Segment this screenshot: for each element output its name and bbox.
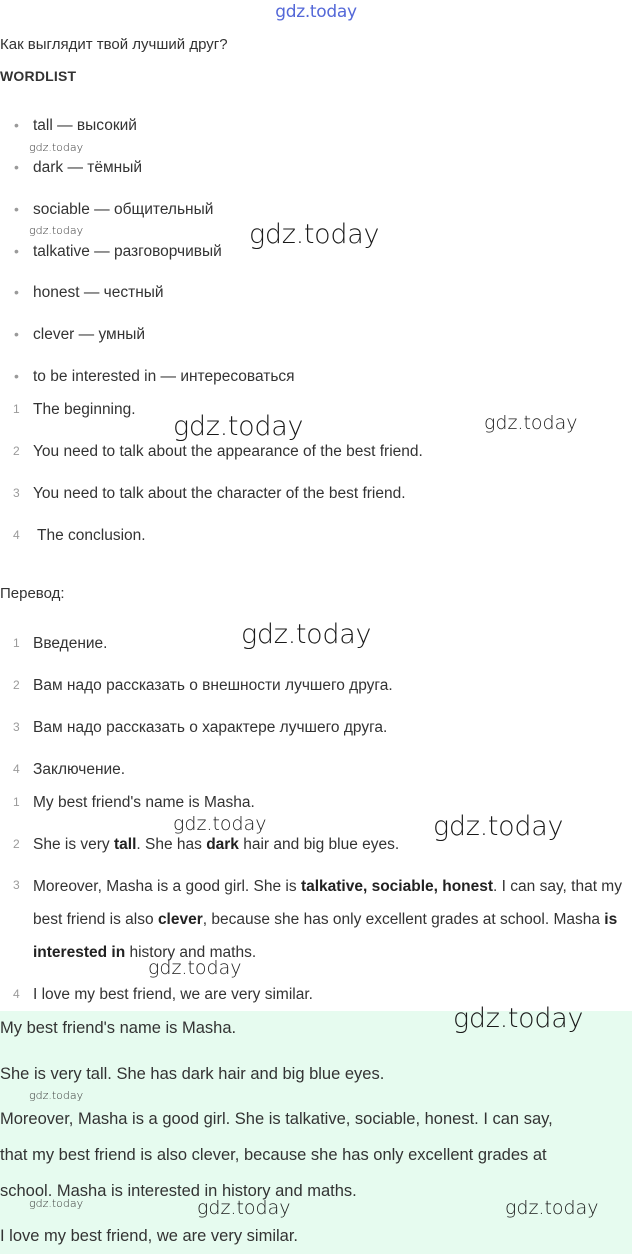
word-entry: dark — тёмный [33, 159, 142, 176]
item-number: 4 [13, 528, 20, 542]
bullet-icon: • [14, 159, 19, 175]
watermark: gdz.today [29, 1089, 84, 1102]
word-entry: to be interested in — интересоваться [33, 368, 295, 385]
watermark: gdz.today [197, 1197, 291, 1219]
translation-text: Заключение. [33, 761, 126, 778]
bullet-icon: • [14, 243, 19, 259]
answer-line: Moreover, Masha is a good girl. She is talkative, sociable, honest. I can say, [0, 1110, 553, 1128]
plan-text: The beginning. [33, 401, 136, 418]
site-logo[interactable]: gdz.today [275, 2, 357, 22]
bullet-icon: • [14, 368, 19, 384]
wordlist-heading: WORDLIST [0, 68, 77, 84]
watermark: gdz.today [241, 619, 372, 650]
watermark: gdz.today [29, 224, 84, 237]
word-entry: talkative — разговорчивый [33, 243, 222, 260]
watermark: gdz.today [173, 813, 267, 835]
bullet-icon: • [14, 326, 19, 342]
translation-text: Введение. [33, 635, 108, 652]
item-number: 2 [13, 837, 20, 851]
watermark: gdz.today [29, 141, 84, 154]
answer-line: that my best friend is also clever, because she has only excellent grades at [0, 1146, 547, 1164]
word-entry: tall — высокий [33, 117, 137, 134]
translation-text: Вам надо рассказать о характере лучшего друга. [33, 719, 388, 736]
essay-text: I love my best friend, we are very similar. [33, 986, 313, 1003]
question-text: Как выглядит твой лучший друг? [0, 36, 228, 53]
watermark: gdz.today [173, 411, 304, 442]
watermark: gdz.today [249, 219, 380, 250]
word-entry: honest — честный [33, 284, 164, 301]
item-number: 4 [13, 987, 20, 1001]
essay-paragraph: Moreover, Masha is a good girl. She is talkative, sociable, honest. I can say, that my best friend is also clever, because she has only excellent grades at school. Masha is interested in history and maths. [33, 878, 622, 961]
watermark: gdz.today [29, 1197, 84, 1210]
plan-text: You need to talk about the character of the best friend. [33, 485, 406, 502]
item-number: 1 [13, 402, 20, 416]
watermark: gdz.today [505, 1197, 599, 1219]
watermark: gdz.today [433, 811, 564, 842]
watermark: gdz.today [148, 957, 242, 979]
word-entry: clever — умный [33, 326, 146, 343]
plan-text: You need to talk about the appearance of the best friend. [33, 443, 423, 460]
item-number: 1 [13, 636, 20, 650]
item-number: 2 [13, 678, 20, 692]
essay-text: She is very tall. She has dark hair and big blue eyes. [33, 836, 400, 853]
item-number: 1 [13, 795, 20, 809]
item-number: 2 [13, 444, 20, 458]
watermark: gdz.today [484, 412, 578, 434]
essay-text: My best friend's name is Masha. [33, 794, 255, 811]
item-number: 3 [13, 878, 20, 892]
plan-text: The conclusion. [37, 527, 146, 544]
answer-line: My best friend's name is Masha. [0, 1019, 237, 1037]
item-number: 3 [13, 486, 20, 500]
answer-line: She is very tall. She has dark hair and big blue eyes. [0, 1065, 385, 1083]
bullet-icon: • [14, 284, 19, 300]
watermark: gdz.today [453, 1003, 584, 1034]
bullet-icon: • [14, 117, 19, 133]
bullet-icon: • [14, 201, 19, 217]
translation-text: Вам надо рассказать о внешности лучшего друга. [33, 677, 393, 694]
translation-label: Перевод: [0, 585, 65, 602]
item-number: 3 [13, 720, 20, 734]
answer-line: I love my best friend, we are very similar. [0, 1227, 299, 1245]
item-number: 4 [13, 762, 20, 776]
word-entry: sociable — общительный [33, 201, 214, 218]
answer-line: school. Masha is interested in history and maths. [0, 1182, 357, 1200]
